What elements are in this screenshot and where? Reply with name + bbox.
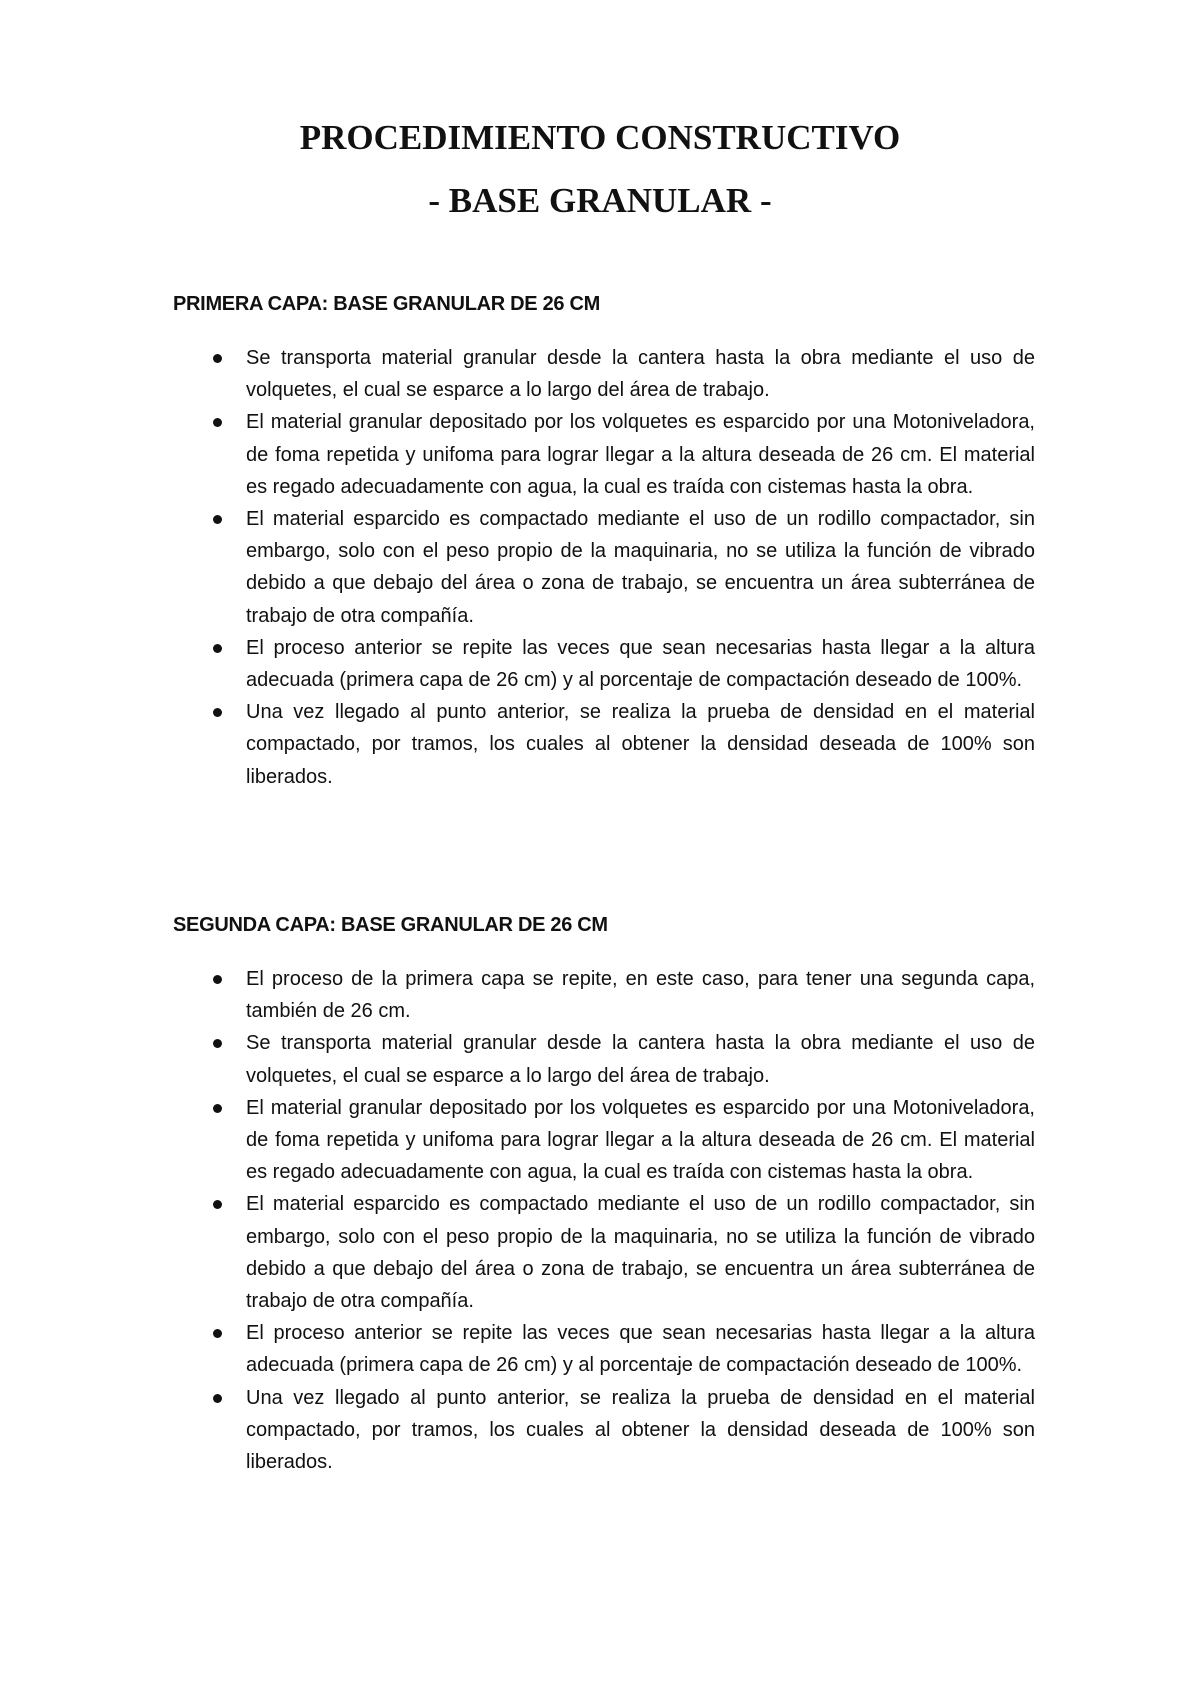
list-item-text: El material granular depositado por los volquetes es esparcido por una Motoniveladora, de foma repetida y unifoma para lograr llegar a la altura deseada de 26 cm. El material es regado adecuadamente con agua, la cual es traída con cistemas hasta la obra. xyxy=(246,1096,1035,1184)
bullet-icon xyxy=(213,708,222,717)
bullet-icon xyxy=(213,418,222,427)
section-heading: PRIMERA CAPA: BASE GRANULAR DE 26 CM xyxy=(173,293,601,315)
bullet-list xyxy=(173,342,1035,793)
list-item xyxy=(173,963,1035,1027)
list-item-text: Una vez llegado al punto anterior, se realiza la prueba de densidad en el material compactado, por tramos, los cuales al obtener la densidad deseada de 100% son liberados. xyxy=(246,1386,1035,1474)
list-item xyxy=(173,1027,1035,1091)
list-item-text: El material granular depositado por los volquetes es esparcido por una Motoniveladora, de foma repetida y unifoma para lograr llegar a la altura deseada de 26 cm. El material es regado adecuadamente con agua, la cual es traída con cistemas hasta la obra. xyxy=(246,411,1035,498)
list-item-text: Una vez llegado al punto anterior, se realiza la prueba de densidad en el material compactado, por tramos, los cuales al obtener la densidad deseada de 100% son liberados. xyxy=(246,701,1035,788)
list-item-text: El material esparcido es compactado mediante el uso de un rodillo compactador, sin embargo, solo con el peso propio de la maquinaria, no se utiliza la función de vibrado debido a que debajo del área o zona de trabajo, se encuentra un área subterránea de trabajo de otra compañía. xyxy=(246,1193,1035,1313)
document-subtitle: - BASE GRANULAR - xyxy=(428,181,772,220)
list-item-text: El proceso anterior se repite las veces que sean necesarias hasta llegar a la altura adecuada (primera capa de 26 cm) y al porcentaje de compactación deseado de 100%. xyxy=(246,1322,1035,1377)
section-heading: SEGUNDA CAPA: BASE GRANULAR DE 26 CM xyxy=(173,914,608,936)
bullet-icon xyxy=(213,1394,222,1403)
list-item xyxy=(173,1317,1035,1381)
bullet-icon xyxy=(213,354,222,363)
bullet-icon xyxy=(213,975,222,984)
list-item-text: Se transporta material granular desde la cantera hasta la obra mediante el uso de volquetes, el cual se esparce a lo largo del área de trabajo. xyxy=(246,1032,1035,1087)
list-item xyxy=(173,1188,1035,1317)
list-item xyxy=(173,696,1035,793)
bullet-list xyxy=(173,963,1035,1478)
list-item-text: El proceso anterior se repite las veces que sean necesarias hasta llegar a la altura adecuada (primera capa de 26 cm) y al porcentaje de compactación deseado de 100%. xyxy=(246,636,1035,692)
bullet-icon xyxy=(213,644,222,653)
list-item xyxy=(173,342,1035,406)
bullet-icon xyxy=(213,1200,222,1209)
list-item xyxy=(173,406,1035,503)
section-primera-capa xyxy=(173,290,1035,793)
bullet-icon xyxy=(213,1329,222,1338)
list-item xyxy=(173,1382,1035,1479)
list-item xyxy=(173,503,1035,632)
list-item-text: El material esparcido es compactado mediante el uso de un rodillo compactador, sin embargo, solo con el peso propio de la maquinaria, no se utiliza la función de vibrado debido a que debajo del área o zona de trabajo, se encuentra un área subterránea de trabajo de otra compañía. xyxy=(246,508,1035,627)
bullet-icon xyxy=(213,1104,222,1113)
list-item-text: El proceso de la primera capa se repite, en este caso, para tener una segunda capa, también de 26 cm. xyxy=(246,968,1035,1023)
bullet-icon xyxy=(213,515,222,524)
bullet-icon xyxy=(213,1039,222,1048)
document-title: PROCEDIMIENTO CONSTRUCTIVO xyxy=(299,118,901,157)
list-item xyxy=(173,1092,1035,1189)
list-item-text: Se transporta material granular desde la cantera hasta la obra mediante el uso de volquetes, el cual se esparce a lo largo del área de trabajo. xyxy=(246,347,1035,402)
section-segunda-capa xyxy=(173,911,1035,1478)
list-item xyxy=(173,632,1035,696)
